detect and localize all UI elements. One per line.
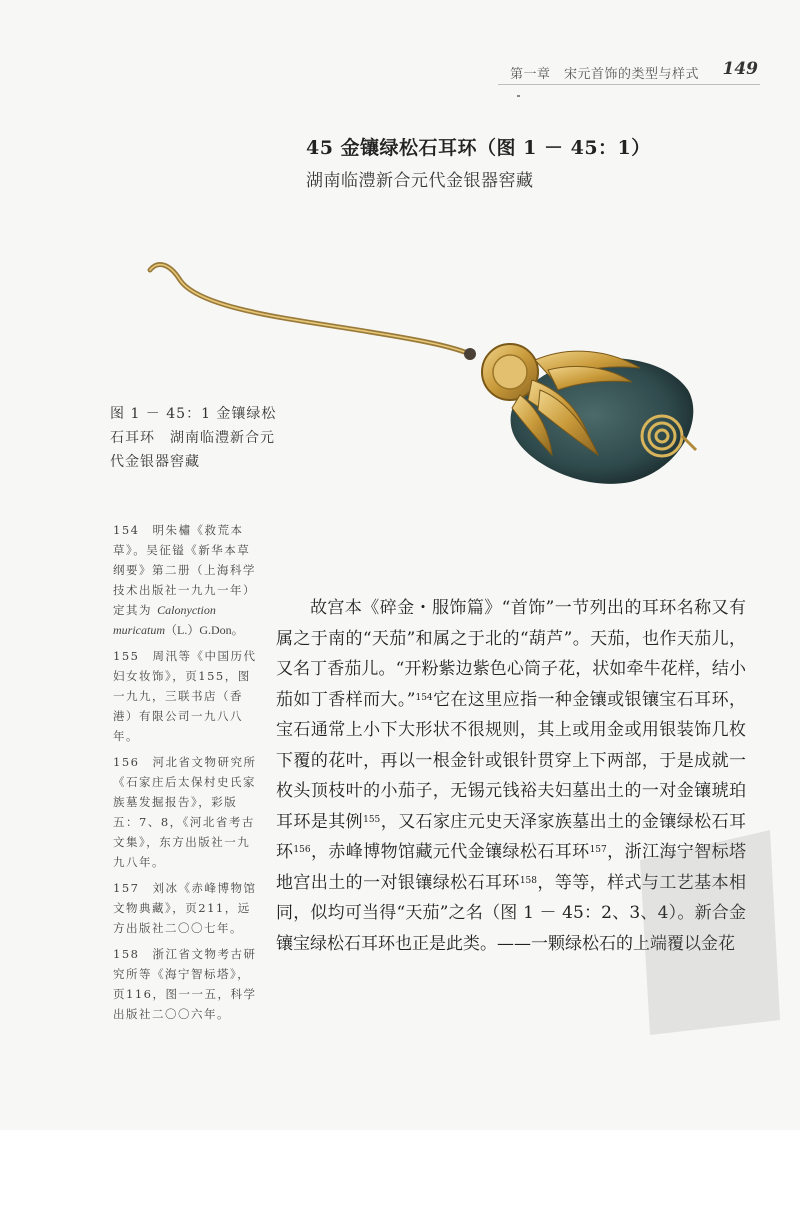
- chapter-title: 第一章 宋元首饰的类型与样式: [510, 67, 700, 82]
- note-158: 158 浙江省文物考古研究所等《海宁智标塔》，页116，图一一五，科学出版社二〇〇六年。: [113, 947, 257, 1021]
- item-subtitle: 湖南临澧新合元代金银器窖藏: [306, 171, 534, 191]
- note-156: 156 河北省文物研究所《石家庄后太保村史氏家族墓发掘报告》，彩版五：7、8，《河北省考古文集》，东方出版社一九九八年。: [113, 755, 257, 869]
- footnote-ref: 155: [363, 814, 381, 825]
- body-paragraph: 故宫本《碎金・服饰篇》“首饰”一节列出的耳环名称又有属之于南的“天茄”和属之于北的“葫芦”。天茄，也作天茄儿，又名丁香茄儿。“开粉紫边紫色心筒子花，状如牵牛花样，结小茄如丁香样而大。”$^{154}$它在这里应指一种金镶或银镶宝石耳环，宝石通常上小下大形状不很规则，其上或用金或用银装饰几枚下覆的花叶，再以一根金针或银针贯穿上下两部，于是成就一枚头顶枝叶的小茄子，无锡元钱裕夫妇墓出土的一对金镶琥珀耳环是其例$^{155}$，又石家庄元史天泽家族墓出土的金镶绿松石耳环$^{156}$，赤峰博物馆藏元代金镶绿松石耳环$^{157}$，浙江海宁智标塔地宫出土的一对银镶绿松石耳环$^{158}$，等等，样式与工艺基本相同，似均可当得“天茄”之名（图 1 － 45：2、3、4）。新合金镶宝绿松石耳环也正是此类。——一颗绿松石的上端覆以金花: [276, 598, 747, 954]
- sidenotes: [113, 520, 261, 1030]
- note-155: 155 周汛等《中国历代妇女妆饰》，页155，图一九九，三联书店（香港）有限公司一九八八年。: [113, 649, 257, 743]
- footnote-ref: 156: [293, 845, 311, 855]
- body-text: [276, 593, 746, 959]
- joint-bead: [464, 348, 476, 360]
- footnote-ref: 157: [589, 845, 607, 855]
- note-157: 157 刘冰《赤峰博物馆文物典藏》，页211，远方出版社二〇〇七年。: [113, 881, 257, 935]
- running-head: [498, 60, 758, 84]
- item-title: 45 金镶绿松石耳环（图 1 － 45：1）: [306, 137, 651, 159]
- footnote-ref: 158: [519, 875, 538, 886]
- note-154: 154 明朱橚《救荒本草》。吴征镒《新华本草纲要》第二册（上海科学技术出版社一九九一年）定其为 Calonyction muricatum（L.）G.Don。: [113, 523, 256, 637]
- header-mark: [517, 95, 520, 97]
- footnote-ref: 154: [415, 692, 433, 703]
- page-number: 149: [722, 59, 758, 79]
- header-rule: [498, 84, 760, 85]
- note-latin: Calonyction muricatum: [113, 603, 216, 637]
- figure-caption: 图 1 － 45：1 金镶绿松石耳环 湖南临澧新合元代金银器窖藏: [110, 406, 277, 470]
